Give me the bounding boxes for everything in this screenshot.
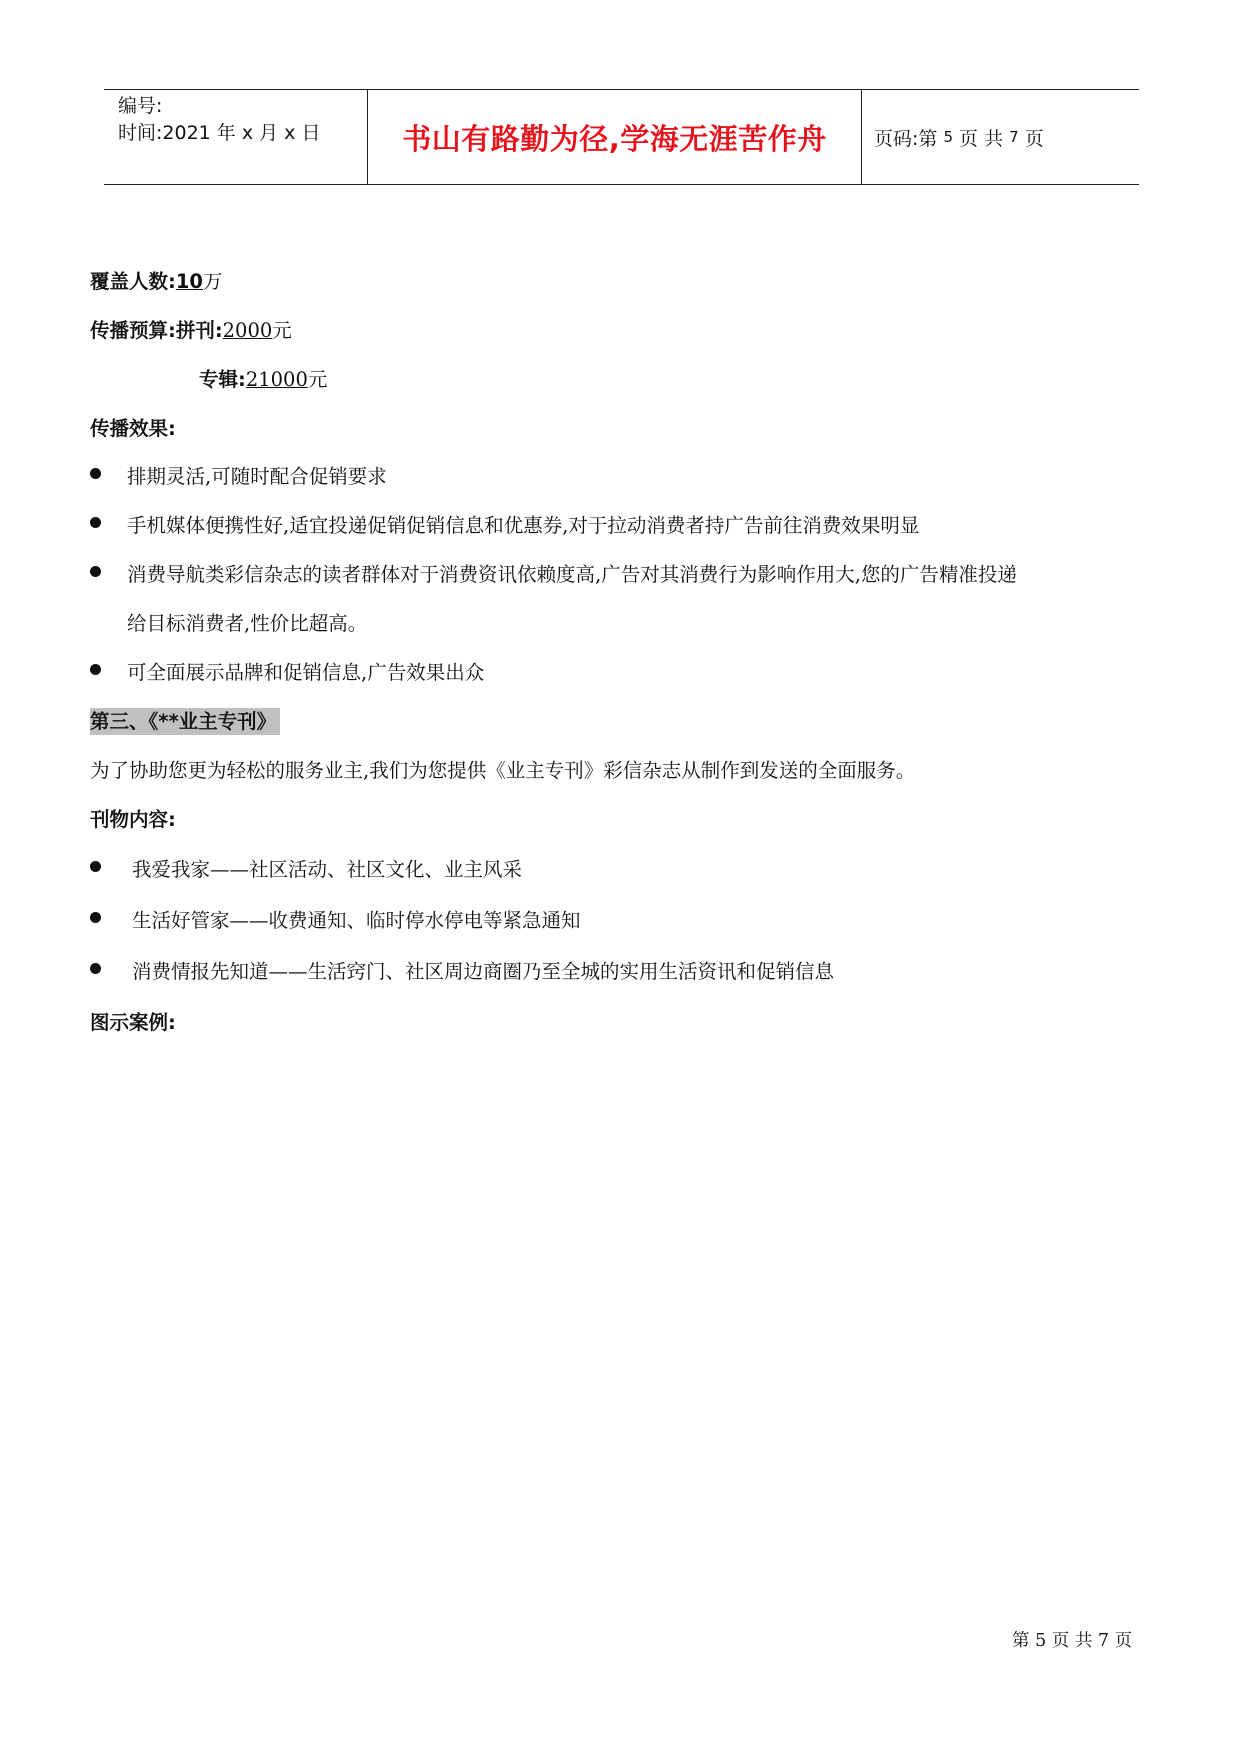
page-middle: 页 共 bbox=[959, 127, 1004, 150]
content-item: 消费情报先知道——生活窍门、社区周边商圈乃至全城的实用生活资讯和促销信息 bbox=[132, 960, 835, 983]
effect-item: 排期灵活,可随时配合促销要求 bbox=[127, 465, 387, 488]
page-suffix: 页 bbox=[1024, 127, 1044, 150]
budget-line-2 bbox=[199, 364, 327, 392]
budget-item2-label: 专辑: bbox=[199, 368, 246, 391]
page-current: 5 bbox=[943, 128, 953, 146]
coverage-label: 覆盖人数: bbox=[90, 270, 176, 293]
header-table bbox=[104, 89, 1139, 185]
coverage-unit: 万 bbox=[202, 270, 223, 293]
content-item: 我爱我家——社区活动、社区文化、业主风采 bbox=[132, 858, 523, 881]
header-page-cell bbox=[862, 90, 1139, 184]
coverage-line bbox=[90, 266, 222, 294]
header-motto-cell bbox=[368, 90, 862, 184]
page-prefix: 页码:第 bbox=[874, 127, 938, 150]
motto: 书山有路勤为径,学海无涯苦作舟 bbox=[402, 121, 827, 156]
effect-item-continued: 给目标消费者,性价比超高。 bbox=[127, 612, 368, 635]
budget-item1-unit: 元 bbox=[272, 319, 292, 342]
bullet-icon bbox=[90, 963, 101, 974]
section-intro: 为了协助您更为轻松的服务业主,我们为您提供《业主专刊》彩信杂志从制作到发送的全面服务。 bbox=[90, 759, 916, 782]
section-title-line bbox=[90, 706, 280, 734]
coverage-value: 10 bbox=[175, 270, 203, 293]
effect-item: 消费导航类彩信杂志的读者群体对于消费资讯依赖度高,广告对其消费行为影响作用大,您的广告精准投递 bbox=[127, 563, 1017, 586]
budget-item1-label: 拼刊: bbox=[175, 319, 223, 342]
time-label: 时间:2021 年 x 月 x 日 bbox=[118, 122, 321, 144]
bullet-icon bbox=[90, 861, 101, 872]
bullet-icon bbox=[90, 664, 101, 675]
effect-item: 手机媒体便携性好,适宜投递促销促销信息和优惠券,对于拉动消费者持广告前往消费效果明显 bbox=[127, 514, 920, 537]
number-label: 编号: bbox=[118, 95, 163, 117]
bullet-icon bbox=[90, 566, 101, 577]
budget-item1-value: 2000 bbox=[222, 319, 273, 342]
budget-label: 传播预算: bbox=[90, 319, 176, 342]
bullet-icon bbox=[90, 517, 101, 528]
content-item: 生活好管家——收费通知、临时停水停电等紧急通知 bbox=[132, 909, 581, 932]
section-title: 第三、《**业主专刊》 bbox=[90, 708, 280, 735]
content-heading: 刊物内容: bbox=[90, 808, 176, 831]
effect-item: 可全面展示品牌和促销信息,广告效果出众 bbox=[127, 661, 485, 684]
page-total: 7 bbox=[1009, 128, 1019, 146]
header-meta-cell bbox=[104, 90, 368, 184]
budget-line-1 bbox=[90, 315, 292, 343]
bullet-icon bbox=[90, 468, 101, 479]
bullet-icon bbox=[90, 912, 101, 923]
page-footer: 第 5 页 共 7 页 bbox=[1012, 1631, 1133, 1651]
budget-item2-value: 21000 bbox=[245, 368, 308, 391]
budget-item2-unit: 元 bbox=[307, 368, 328, 391]
effect-heading: 传播效果: bbox=[90, 417, 176, 440]
cases-heading: 图示案例: bbox=[90, 1011, 176, 1034]
